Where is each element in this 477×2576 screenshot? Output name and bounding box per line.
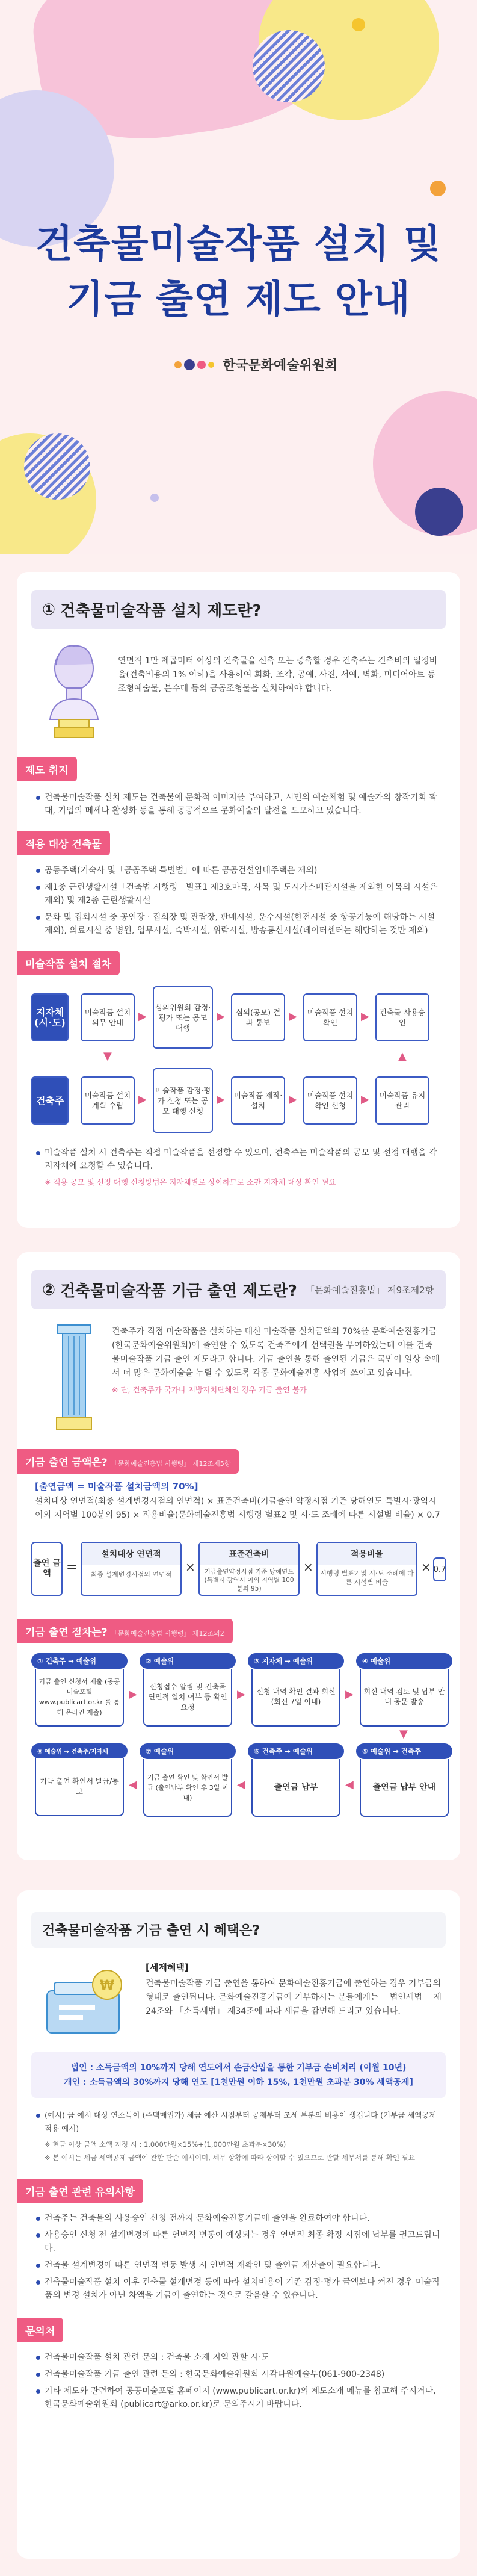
step-card: ③ 지자체 → 예술위 신청 내역 확인 결과 회신 (회신 7일 이내) <box>248 1653 344 1727</box>
benefit-rates <box>31 2052 446 2098</box>
section-title: 건축물미술작품 설치 제도란? <box>60 602 262 620</box>
amount-label: 기금 출연 금액은? 「문화예술진흥법 시행령」 제12조제5항 <box>17 1449 239 1474</box>
step-card: ⑧ 예술위 → 건축주/지자체 기금 출연 확인서 발급/통보 <box>31 1743 128 1816</box>
orange-dot-decoration <box>430 181 446 196</box>
page-title <box>0 217 477 327</box>
column-pillar-icon <box>53 1321 95 1436</box>
step-card: ① 건축주 → 예술위 기금 출연 신청서 제출 (공공미술포털 www.publicart.or.kr 를 통해 온라인 제출) <box>31 1653 128 1727</box>
arrow-right-icon: ▶ <box>138 1093 147 1106</box>
arrow-right-icon: ▶ <box>361 1010 369 1023</box>
step-card: ⑤ 예술위 → 건축주 출연금 납부 안내 <box>356 1743 452 1817</box>
times-icon: × <box>185 1560 195 1574</box>
row-label-owner: 건축주 <box>31 1076 69 1125</box>
calc-diagram <box>31 1533 446 1606</box>
section-header <box>31 590 446 629</box>
title-line-1: 건축물미술작품 설치 및 <box>35 222 442 267</box>
section-installation <box>17 572 460 1228</box>
section-number: ① <box>42 600 56 619</box>
arrow-right-icon: ▶ <box>129 1688 137 1701</box>
list-item: 건축물미술작품 설치 이후 건축물 설계변경 등에 따라 설치비용이 기존 감정·평가 금액보다 커진 경우 미술작품의 변경 설치가 아닌 차액을 기금에 출연하는 것으로 갈음할 수 있습니다. <box>35 2276 442 2302</box>
steps-label: 기금 출연 절차는? 「문화예술진흥법 시행령」 제12조의2 <box>17 1619 233 1643</box>
contact-label: 문의처 <box>17 2318 63 2342</box>
calc-item: 표준건축비 기금출연약정시점 기준 당해연도 (특별시·광역시 이외 지역별 100분의 95) <box>198 1542 300 1596</box>
arrow-right-icon: ▶ <box>289 1010 297 1023</box>
list-item: 문화 및 집회시설 중 공연장 · 집회장 및 관람장, 판매시설, 운수시설(한전시설 중 항공기능에 해당하는 시설 제외), 의료시설 중 병원, 업무시설, 숙박시설, 위락시설, 방송통신시설(데이터센터는 해당하는 것만 제외) <box>35 911 442 937</box>
notice-list <box>17 2203 460 2302</box>
title-line-2: 기금 출연 제도 안내 <box>66 278 411 322</box>
formula-text: 설치대상 연면적(최종 설계변경시점의 연면적) × 표준건축비(기금출연 약정시점 기준 당해연도 특별시·광역시 이외 지역별 100분의 95) × 적용비율(문화예술진흥법 시행령 별표2 및 시·도 조례에 따른 시설별 비율) × 0.7 <box>35 1497 440 1520</box>
purpose-text: 건축물미술작품 설치 제도는 건축물에 문화적 이미지를 부여하고, 시민의 예술체험 및 예술가의 창작기회 확대, 기업의 메세나 활성화 등을 통해 공공적으로 문화예술의 발전을 도모하고 있습니다. <box>35 791 442 818</box>
target-label: 적용 대상 건축물 <box>17 831 110 855</box>
steps-grid <box>31 1653 446 1828</box>
list-item: 사용승인 신청 전 설계변경에 따른 연면적 변동이 예상되는 경우 연면적 최종 확정 시점에 납부를 권고드립니다. <box>35 2229 442 2255</box>
benefit-header <box>31 1912 446 1948</box>
flow-box: 건축물 사용승인 <box>375 993 429 1041</box>
process-label: 미술작품 설치 절차 <box>17 951 120 975</box>
tax-text: 건축물미술작품 기금 출연을 통하여 문화예술진흥기금에 출연하는 경우 기부금의 형태로 출연됩니다. 문화예술진흥기금에 기부하시는 분들에게는 「법인세법」 제24조와 「소득세법」 제34조에 따라 세금을 감면해 드리고 있습니다. <box>146 1979 442 2016</box>
intro-block <box>17 1309 460 1436</box>
svg-text:₩: ₩ <box>99 1978 115 1993</box>
calc-item: 적용비율 시행령 별표2 및 시·도 조례에 따른 시설별 비율 <box>316 1542 417 1596</box>
flow-box: 미술작품 설치 확인 신청 <box>303 1076 357 1125</box>
striped-circle-decoration <box>253 30 325 102</box>
flow-box: 심의(공모) 결과 통보 <box>231 993 285 1041</box>
list-item: 건축주는 건축물의 사용승인 신청 전까지 문화예술진흥기금에 출연을 완료하여야 합니다. <box>35 2212 442 2225</box>
indiv-rate: 개인 : 소득금액의 30%까지 당해 연도 [1천만원 이하 15%, 1천만원 초과분 30% 세액공제] <box>64 2078 413 2087</box>
section-header <box>31 1270 446 1309</box>
arrow-right-icon: ▶ <box>289 1093 297 1106</box>
hero-banner <box>0 0 477 554</box>
equals-icon: = <box>66 1560 78 1575</box>
note-text: ※ 현금 이상 금액 소액 지정 시 : 1,000만원×15%+(1,000만원 초과분×30%) <box>45 2140 286 2149</box>
intro-note: ※ 단, 건축주가 국가나 지방자치단체인 경우 기금 출연 불가 <box>112 1385 307 1394</box>
tax-label: [세제혜택] <box>146 1962 189 1973</box>
list-item: 기타 제도와 관련하여 공공미술포털 홈페이지 (www.publicart.or.kr)의 제도소개 메뉴를 참고해 주시거나, 한국문화예술위원회 (publicart@arko.or.kr)로 문의주시기 바랍니다. <box>35 2385 442 2411</box>
arrow-right-icon: ▶ <box>361 1093 369 1106</box>
step-card: ④ 예술위 회신 내역 검토 및 납부 안내 공문 발송 <box>356 1653 452 1727</box>
section-number: ② <box>42 1280 56 1299</box>
flow-box: 미술작품 감정·평가 신청 또는 공모 대행 신청 <box>153 1068 213 1133</box>
org-logo <box>174 355 337 374</box>
purpose-label: 제도 취지 <box>17 757 77 781</box>
arrow-right-icon: ▶ <box>217 1093 225 1106</box>
target-list <box>17 855 460 937</box>
lavender-dot-decoration <box>150 494 159 502</box>
example-text: (예시) 금 예시 대상 연소득이 (주택매입가) 세금 예산 시점부터 공제부터 조세 부분의 비용이 생깁니다 (기부금 세액공제 적용 예시) <box>35 2109 442 2135</box>
list-item: 건축물미술작품 기금 출연 관련 문의 : 한국문화예술위원회 시각다원예술부(061-900-2348) <box>35 2368 442 2381</box>
list-item: 제1종 근린생활시설「건축법 시행령」별표1 제3호마목, 사목 및 도시가스배관시설을 제외한 이목의 시설은 제외) 및 제2종 근린생활시설 <box>35 881 442 907</box>
formula-head: [출연금액 = 미술작품 설치금액의 70%] <box>35 1481 198 1492</box>
yellow-dot-decoration <box>352 18 365 31</box>
flow-box: 심의위원회 감정·평가 또는 공모 대행 <box>153 986 213 1049</box>
flow-box: 미술작품 설치계획 수립 <box>81 1076 135 1125</box>
bust-sculpture-icon <box>41 641 107 743</box>
section-benefits <box>17 1890 460 2559</box>
row-label-local-gov: 지자체 (시·도) <box>31 993 69 1041</box>
intro-block <box>17 629 460 743</box>
arrow-down-icon: ▼ <box>103 1050 112 1063</box>
calc-factor: 0.7 <box>433 1557 446 1581</box>
note-text: ※ 본 예시는 세금 세액공제 금액에 관한 단순 예시이며, 세무 상황에 따라 상이할 수 있으므로 관할 세무서를 통해 확인 필요 <box>45 2153 415 2162</box>
process-flow <box>31 986 446 1137</box>
notice-label: 기금 출연 관련 유의사항 <box>17 2179 143 2203</box>
striped-circle-bottom <box>24 433 90 500</box>
flow-box: 미술작품 설치 의무 안내 <box>81 993 135 1041</box>
corp-rate: 법인 : 소득금액의 10%까지 당해 연도에서 손금산입을 통한 기부금 손비처리 (이월 10년) <box>70 2063 407 2073</box>
benefit-title: 건축물미술작품 기금 출연 시 혜택은? <box>42 1923 260 1938</box>
arrow-right-icon: ▶ <box>237 1688 245 1701</box>
process-bullet: 미술작품 설치 시 건축주는 직접 미술작품을 선정할 수 있으며, 건축주는 미술작품의 공모 및 선정 대행을 각 지자체에 요청할 수 있습니다. <box>35 1146 442 1173</box>
calc-item: 설치대상 연면적 최종 설계변경시점의 연면적 <box>81 1542 182 1596</box>
arrow-down-icon: ▼ <box>399 1728 408 1740</box>
arrow-left-icon: ◀ <box>237 1778 245 1791</box>
section-fund <box>17 1252 460 1860</box>
list-item: 건축물미술작품 설치 관련 문의 : 건축물 소재 지역 관할 시·도 <box>35 2351 442 2364</box>
logo-mark-icon <box>174 359 214 370</box>
section-title: 건축물미술작품 기금 출연 제도란? <box>60 1282 297 1300</box>
intro-text: 건축주가 직접 미술작품을 설치하는 대신 미술작품 설치금액의 70%를 문화예술진흥기금(한국문화예술위원회)에 출연할 수 있도록 건축주에게 선택권을 부여하였는데 이를 건축물미술작품 기금 출연 제도라고 합니다. 기금 출연을 통해 출연된 기금은 국민이 일상 속에서 더 많은 문화예술을 누릴 수 있도록 각종 문화예술진흥 사업에 쓰이고 있습니다. <box>112 1327 440 1378</box>
step-card: ② 예술위 신청접수 알림 및 건축물 연면적 일치 여부 등 확인 요청 <box>140 1653 236 1727</box>
step-card: ⑥ 건축주 → 예술위 출연금 납부 <box>248 1743 344 1817</box>
intro-text: 연면적 1만 제곱미터 이상의 건축물을 신축 또는 증축할 경우 건축주는 건축비의 일정비율(건축비용의 1% 이하)을 사용하여 회화, 조각, 공예, 사진, 서예, 벽화, 미디어아트 등 조형예술물, 분수대 등의 공공조형물을 설치하여야 합니다. <box>118 656 438 694</box>
navy-circle-decoration <box>415 488 463 536</box>
money-bag-icon <box>41 1961 131 2039</box>
step-card: ⑦ 예술위 기금 출연 확인 및 확인서 발급 (출연납부 확인 후 3일 이내) <box>140 1743 236 1817</box>
flow-box: 미술작품 유지 관리 <box>375 1076 429 1125</box>
arrow-right-icon: ▶ <box>345 1688 354 1701</box>
arrow-right-icon: ▶ <box>138 1010 147 1023</box>
times-icon: × <box>303 1560 313 1574</box>
process-note: ※ 적용 공모 및 선정 대행 신청방법은 지자체별로 상이하므로 소관 지자체 대상 확인 필요 <box>45 1178 336 1187</box>
arrow-left-icon: ◀ <box>345 1778 354 1791</box>
arrow-right-icon: ▶ <box>217 1010 225 1023</box>
flow-box: 미술작품 제작·설치 <box>231 1076 285 1125</box>
list-item: 건축물 설계변경에 따른 연면적 변동 발생 시 연면적 재확인 및 출연금 재산출이 필요합니다. <box>35 2259 442 2272</box>
list-item: 공동주택(기숙사 및「공공주택 특별법」에 따른 공공건설임대주택은 제외) <box>35 864 442 877</box>
calc-label: 출연 금액 <box>31 1542 63 1596</box>
arrow-up-icon: ▲ <box>398 1050 407 1063</box>
org-name: 한국문화예술위원회 <box>223 358 338 373</box>
flow-box: 미술작품 설치 확인 <box>303 993 357 1041</box>
contact-list <box>17 2342 460 2411</box>
times-icon: × <box>421 1560 431 1574</box>
section-subtitle: 「문화예술진흥법」 제9조제2항 <box>305 1285 434 1296</box>
arrow-left-icon: ◀ <box>129 1778 137 1791</box>
tax-block <box>17 1948 460 2039</box>
